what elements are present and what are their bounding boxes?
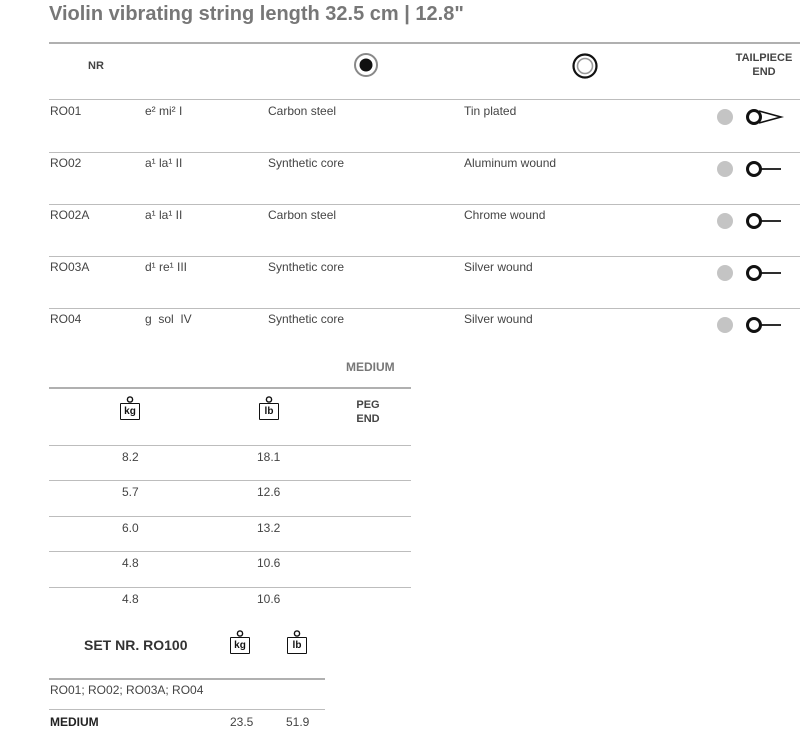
kg-weight-icon bbox=[120, 396, 140, 420]
row-rule bbox=[49, 308, 800, 309]
loop-end-icon bbox=[745, 210, 785, 232]
row-rule bbox=[49, 152, 800, 153]
status-dot bbox=[717, 109, 733, 125]
row-winding: Aluminum wound bbox=[464, 156, 557, 170]
tension-row-rule bbox=[49, 551, 411, 552]
row-note: d¹ re¹ III bbox=[145, 260, 188, 274]
row-core: Carbon steel bbox=[268, 104, 337, 118]
ball-end-icon bbox=[745, 106, 785, 128]
row-nr: RO02 bbox=[50, 156, 82, 170]
tension-kg: 4.8 bbox=[122, 592, 139, 606]
status-dot bbox=[717, 213, 733, 229]
tension-lb: 12.6 bbox=[257, 485, 281, 499]
tension-label: MEDIUM bbox=[346, 360, 395, 374]
set-total-kg: 23.5 bbox=[230, 715, 254, 729]
row-core: Synthetic core bbox=[268, 260, 345, 274]
row-nr: RO01 bbox=[50, 104, 82, 118]
tension-row-rule bbox=[49, 480, 411, 481]
header-rule bbox=[49, 99, 800, 100]
row-rule bbox=[49, 204, 800, 205]
row-core: Carbon steel bbox=[268, 208, 337, 222]
tension-lb: 10.6 bbox=[257, 592, 281, 606]
loop-end-icon bbox=[745, 158, 785, 180]
row-winding: Silver wound bbox=[464, 260, 533, 274]
status-dot bbox=[717, 317, 733, 333]
kg-unit-label: kg bbox=[230, 637, 250, 654]
lb-weight-icon bbox=[259, 396, 279, 420]
status-dot bbox=[717, 265, 733, 281]
row-note: e² mi² I bbox=[145, 104, 183, 118]
row-note: a¹ la¹ II bbox=[145, 208, 183, 222]
row-winding: Silver wound bbox=[464, 312, 533, 326]
loop-end-icon bbox=[745, 314, 785, 336]
set-row-rule bbox=[49, 709, 325, 710]
tension-top-rule bbox=[49, 387, 411, 389]
tension-kg: 6.0 bbox=[122, 521, 139, 535]
row-note: a¹ la¹ II bbox=[145, 156, 183, 170]
row-core: Synthetic core bbox=[268, 156, 345, 170]
row-rule bbox=[49, 256, 800, 257]
row-winding: Chrome wound bbox=[464, 208, 546, 222]
kg-weight-icon bbox=[230, 630, 250, 654]
tension-header-rule bbox=[49, 445, 411, 446]
winding-material-icon bbox=[571, 52, 599, 80]
page-title: Violin vibrating string length 32.5 cm | 12.8" bbox=[49, 3, 464, 25]
set-top-rule bbox=[49, 678, 325, 680]
weight-ring-icon bbox=[230, 630, 250, 637]
tension-lb: 10.6 bbox=[257, 556, 281, 570]
set-total-lb: 51.9 bbox=[286, 715, 310, 729]
tension-row-rule bbox=[49, 587, 411, 588]
tailpiece-end-header-line2: END bbox=[752, 66, 776, 78]
tension-kg: 5.7 bbox=[122, 485, 139, 499]
tailpiece-end-header bbox=[732, 51, 796, 79]
tailpiece-end-header-line1: TAILPIECE bbox=[735, 52, 793, 64]
lb-unit-label: lb bbox=[287, 637, 307, 654]
tension-lb: 18.1 bbox=[257, 450, 281, 464]
weight-ring-icon bbox=[259, 396, 279, 403]
nr-column-header: NR bbox=[88, 60, 104, 72]
row-nr: RO02A bbox=[50, 208, 90, 222]
status-dot bbox=[717, 161, 733, 177]
row-note: g sol IV bbox=[145, 312, 192, 326]
set-tension-label: MEDIUM bbox=[50, 715, 99, 729]
set-contents: RO01; RO02; RO03A; RO04 bbox=[50, 683, 204, 697]
row-nr: RO03A bbox=[50, 260, 90, 274]
table-top-rule bbox=[49, 42, 800, 44]
tension-row-rule bbox=[49, 516, 411, 517]
weight-ring-icon bbox=[287, 630, 307, 637]
core-material-icon bbox=[353, 52, 379, 78]
set-title: SET NR. RO100 bbox=[84, 637, 188, 653]
peg-end-header bbox=[348, 398, 388, 426]
row-nr: RO04 bbox=[50, 312, 82, 326]
weight-ring-icon bbox=[120, 396, 140, 403]
row-core: Synthetic core bbox=[268, 312, 345, 326]
lb-weight-icon bbox=[287, 630, 307, 654]
tension-lb: 13.2 bbox=[257, 521, 281, 535]
tension-kg: 8.2 bbox=[122, 450, 139, 464]
lb-unit-label: lb bbox=[259, 403, 279, 420]
loop-end-icon bbox=[745, 262, 785, 284]
tension-kg: 4.8 bbox=[122, 556, 139, 570]
peg-end-header-line1: PEG bbox=[356, 399, 380, 411]
kg-unit-label: kg bbox=[120, 403, 140, 420]
row-winding: Tin plated bbox=[464, 104, 517, 118]
peg-end-header-line2: END bbox=[356, 413, 380, 425]
